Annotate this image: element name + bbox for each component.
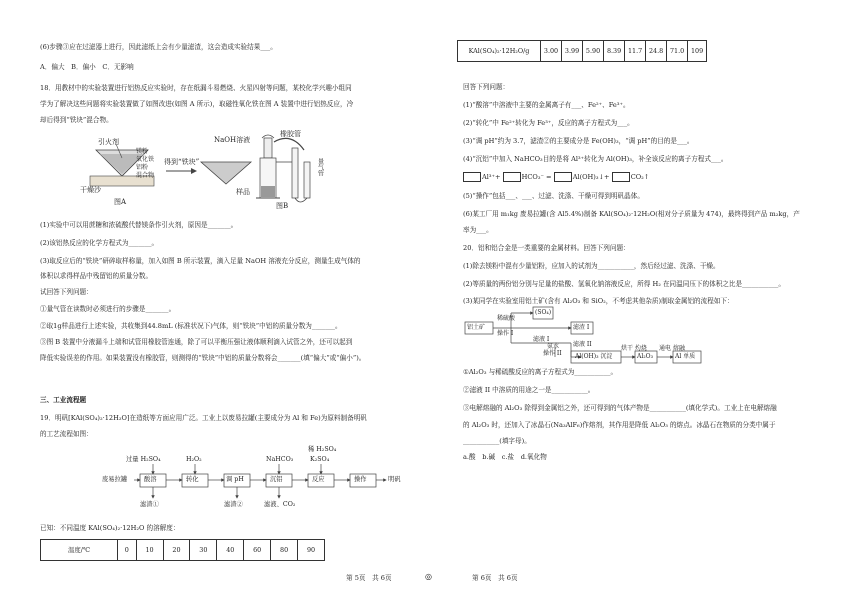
temp-cell: 80 [271, 540, 298, 561]
sol-cell: 8.39 [604, 41, 625, 62]
flow-step-ph: 调 pH [226, 476, 244, 483]
sol-cell: 5.90 [583, 41, 604, 62]
q19-intro-1: 19．明矾[KAl(SO₄)₂·12H₂O]在造纸等方面应用广泛。工业上以废易拉罐(主要成分为 Al 和 Fe)为原料制备明矾 [40, 414, 367, 422]
q20-3-ii: ②滤液 II 中溶质的用途之一是___________。 [463, 386, 595, 394]
fig-a-label-mg: 镁粉 [136, 148, 149, 155]
q18-intro-1: 18．用教材中的实验装置进行铝热反应实验时，存在纸漏斗易燃烧、火星四射等问题，某校化学兴趣小组同 [40, 84, 352, 92]
q20-intro: 20．铝和铝合金是一类重要的金属材料。回答下列问题： [463, 244, 630, 252]
fig-a-label-fe-oxide: 氧化铁 [136, 156, 155, 163]
q19-6b: 率为___。 [463, 226, 493, 234]
q19-4: (4)“沉铝”中加入 NaHCO₃目的是将 Al³⁺转化为 Al(OH)₃，补全该反应的离子方程式___。 [463, 155, 728, 163]
ore-alumina: Al₂O₃ [637, 353, 653, 360]
q20-1: (1)除去镁粉中混有少量铝粉，应加入的试剂为___________，然后经过滤、洗涤、干燥。 [463, 262, 720, 270]
fig-a-label-al: 铝粉 [136, 164, 149, 171]
ore-op-2: 操作 II [543, 350, 562, 357]
ore-reagent-1: 稀硫酸 [497, 315, 516, 322]
ore-precip: Al(OH)₃ 沉淀 [575, 353, 613, 360]
flow-reagent-h2o2: H₂O₂ [186, 456, 202, 463]
sol-header: KAl(SO₄)₂·12H₂O/g [458, 41, 541, 62]
temp-cell: 60 [244, 540, 271, 561]
ore-flow [463, 305, 703, 365]
flow-reagent-dilute-h2so4: 稀 H₂SO₄ [308, 446, 337, 453]
fig-b-label-sample: 样品 [236, 188, 250, 196]
q20-3-i: ①Al₂O₃ 与稀硫酸反应的离子方程式为___________。 [463, 368, 618, 376]
flow-step-react: 反应 [312, 476, 325, 483]
q20-3-options: a.酸 b.碱 c.盐 d.氧化物 [463, 453, 547, 461]
fig-a-label-mixture: 混合物 [136, 172, 155, 179]
q18-intro-3: 却后得到“铁块”混合物。 [40, 116, 113, 124]
page-number-right: 第 6页 共 6页 [472, 574, 518, 582]
q19-1: (1)“酸溶”中溶液中主要的金属离子有___、Fe²⁺、Fe³⁺。 [463, 101, 630, 109]
q19-3: (3)“调 pH”约为 3.7，滤渣②的主要成分是 Fe(OH)₃，“调 pH”的目的是___。 [463, 137, 694, 145]
q18-prompt: 试回答下列问题： [40, 288, 93, 296]
q18-3b: 体积以求得样品中残留铝的质量分数。 [40, 272, 153, 280]
q20-3-iii-b: 的 Al₂O₃ 时，还加入了冰晶石(Na₃AlF₆)作熔剂，其作用是降低 Al₂O₃ 的熔点。冰晶石在物质的分类中属于 [463, 421, 776, 429]
ore-op-1: 操作 I [497, 330, 514, 337]
q19-6a: (6)某工厂用 m₁kg 废易拉罐(含 Al5.4%)制备 KAl(SO₄)₂·12H₂O(相对分子质量为 474)，最终得到产品 m₂kg，产 [463, 210, 800, 218]
sol-cell: 24.8 [646, 41, 667, 62]
eq-hco3: HCO₃⁻ = [521, 173, 552, 181]
temp-cell: 10 [136, 540, 163, 561]
fold-mark-icon: ◎ [425, 572, 432, 581]
ore-ion: (SO₄) [535, 309, 552, 316]
q18-3-iii-a: ③图 B 装置中分液漏斗上端和试管用橡胶管连通，除了可以平衡压强让液体顺利滴入试管之外，还可以起到 [40, 338, 353, 346]
figure-b [216, 132, 326, 212]
q18-1: (1)实验中可以用蔗糖和浓硫酸代替镁条作引火剂，原因是_______。 [40, 221, 238, 229]
q18-3-iii-b: 降低实验误差的作用。如果装置没有橡胶管，则测得的“铁块”中铝的质量分数将会_______(填“偏大”或“偏小”)。 [40, 354, 366, 362]
q18-3a: (3)取反应后的“铁块”研碎取样称量，加入如图 B 所示装置，滴入足量 NaOH 溶液充分反应，测量生成气体的 [40, 257, 361, 265]
ore-residue: 滤渣 I [573, 324, 590, 331]
fig-b-caption: 图B [276, 202, 289, 210]
q19-answer-prompt: 回答下列问题： [463, 83, 510, 91]
q20-3-iii-c: ___________(填字母)。 [463, 437, 531, 445]
flow-residue-2: 滤渣② [224, 501, 243, 508]
page-number-left: 第 5页 共 6页 [346, 574, 392, 582]
eq-aloh: Al(OH)₃↓+ [572, 173, 610, 181]
q20-2: (2)等质量的两份铝分别与足量的盐酸、氢氧化钠溶液反应，所得 H₂ 在同温同压下的体积之比是___________。 [463, 280, 785, 288]
ore-electro: 通电 熔融 [659, 345, 685, 352]
q18-intro-2: 学为了解决这些问题将实验装置做了如图改进(如图 A 所示)，取磁性氧化铁在图 A 装置中进行铝热反应，冷 [40, 100, 354, 108]
temp-cell: 40 [217, 540, 244, 561]
q18-3-i: ①量气管在读数时必须进行的步骤是_______。 [40, 305, 176, 313]
q19-intro-2: 的工艺流程如图： [40, 430, 93, 438]
fig-a-label-igniter: 引火剂 [98, 138, 119, 146]
sol-cell: 11.7 [625, 41, 646, 62]
temperature-table [40, 539, 325, 561]
solubility-table [457, 40, 707, 62]
q19-5: (5)“操作”包括___、___、过滤、洗涤、干燥可得到明矾晶体。 [463, 192, 644, 200]
temp-cell: 90 [298, 540, 325, 561]
fig-b-label-gas-burette: 量气管 [316, 158, 324, 176]
ore-bake: 烘干 灼烧 [621, 345, 647, 352]
q18-3-ii: ②取1g样品进行上述实验，共收集到44.8mL (标准状况下)气体，则“铁块”中铝的质量分数为_______。 [40, 322, 342, 330]
temp-header: 温度/℃ [41, 540, 118, 561]
fig-b-label-tube: 橡胶管 [280, 130, 301, 138]
flow-step-acid: 酸溶 [144, 476, 157, 483]
q18-2: (2)该铝热反应的化学方程式为_______。 [40, 239, 159, 247]
q20-3: (3)某同学在实验室用铝土矿(含有 Al₂O₃ 和 SiO₂，不考虑其他杂质)制取金属铝的流程如下： [463, 297, 734, 305]
fig-a-caption: 图A [114, 198, 127, 206]
fig-a-label-sand: 干燥沙 [80, 186, 101, 194]
eq-co2: CO₂↑ [630, 173, 650, 181]
flow-step-precip: 沉铝 [270, 476, 283, 483]
q17-6-options: A．偏大 B．偏小 C．无影响 [40, 63, 134, 71]
q19-2: (2)“转化”中 Fe²⁺转化为 Fe³⁺，反应的离子方程式为___。 [463, 119, 634, 127]
flow-filtrate-co2: 滤液、CO₂ [264, 501, 296, 508]
sol-cell: 3.99 [562, 41, 583, 62]
process-flow [100, 446, 401, 516]
flow-residue-1: 滤渣① [140, 501, 159, 508]
q19-solubility-note: 已知：不同温度 KAl(SO₄)₂·12H₂O 的溶解度： [40, 524, 180, 532]
blank-box [554, 172, 572, 182]
flow-reagent-nahco3: NaHCO₃ [266, 456, 294, 463]
fig-a-label-iron-block: 得到“铁块” [164, 158, 200, 166]
ore-product: Al 单质 [675, 353, 696, 360]
blank-box [503, 172, 521, 182]
sol-cell: 109 [688, 41, 707, 62]
flow-reagent-k2so4: K₂SO₄ [310, 456, 330, 463]
temp-cell: 0 [118, 540, 137, 561]
blank-box [463, 172, 481, 182]
ore-start: 铝土矿 [467, 324, 486, 331]
sol-cell: 71.0 [667, 41, 688, 62]
eq-al: Al³⁺+ [482, 173, 501, 181]
flow-reagent-h2so4: 过量 H₂SO₄ [126, 456, 161, 463]
sol-cell: 3.00 [541, 41, 562, 62]
ore-reagent-2: 氨水 [547, 343, 560, 350]
fig-b-label-naoh: NaOH溶液 [214, 136, 251, 144]
ore-filtrate-2: 滤液 II [573, 341, 592, 348]
temp-cell: 20 [163, 540, 190, 561]
ion-equation [463, 172, 649, 182]
flow-end: 明矾 [388, 476, 401, 483]
blank-box [612, 172, 630, 182]
flow-step-convert: 转化 [186, 476, 199, 483]
flow-step-operate: 操作 [354, 476, 367, 483]
q17-6-text: (6)步骤③应在过滤器上进行，因此滤纸上会有少量滤渣，这会造成实验结果___。 [40, 43, 277, 51]
q20-3-iii-a: ③电解熔融的 Al₂O₃ 除得到金属铝之外，还可得到的气体产物是___________(填化学式)。工业上在电解熔融 [463, 404, 777, 412]
temp-cell: 30 [190, 540, 217, 561]
flow-start: 废易拉罐 [102, 476, 128, 483]
ore-filtrate-1: 滤液 I [533, 336, 550, 343]
section-heading: 三、工业流程题 [40, 396, 87, 404]
